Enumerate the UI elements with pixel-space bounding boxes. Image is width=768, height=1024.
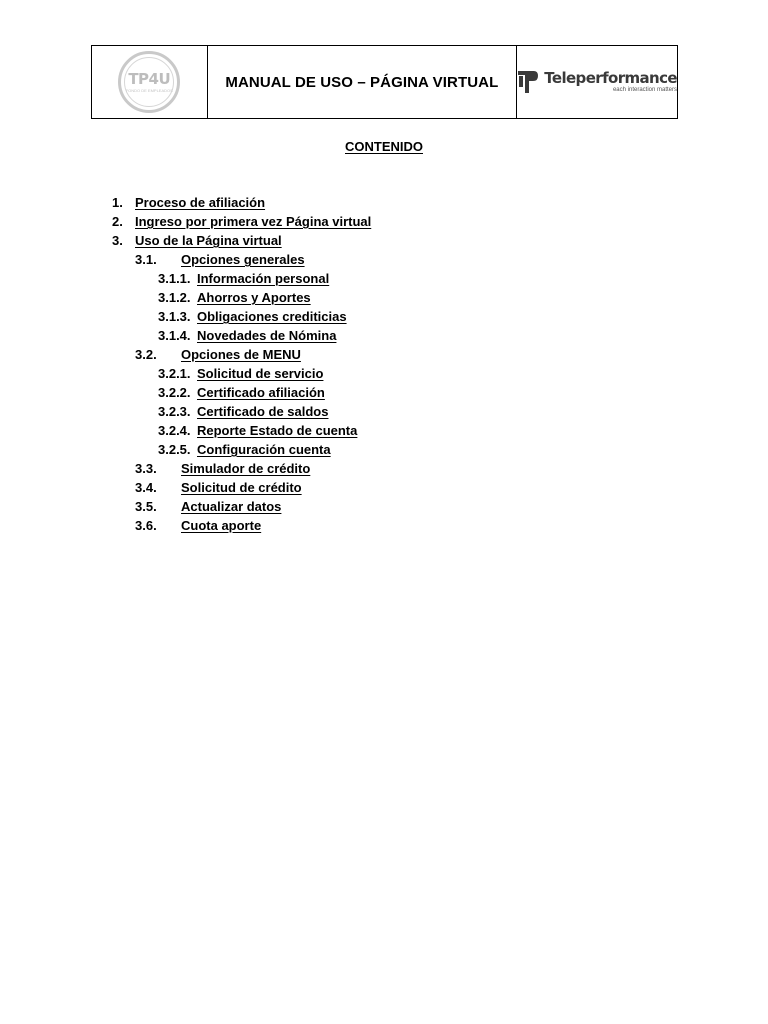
toc-item-link[interactable]: Configuración cuenta xyxy=(197,442,331,457)
toc-item-link[interactable]: Información personal xyxy=(197,271,330,286)
toc-item-number: 3. xyxy=(112,233,123,248)
toc-item-link[interactable]: Obligaciones crediticias xyxy=(197,309,347,324)
tp4u-logo-subtext: FONDO DE EMPLEADOS xyxy=(125,87,173,93)
toc-item-link[interactable]: Simulador de crédito xyxy=(181,461,311,476)
toc-item-number: 3.1.1. xyxy=(158,271,191,286)
toc-item-number: 3.2.2. xyxy=(158,385,191,400)
toc-item-link[interactable]: Novedades de Nómina xyxy=(197,328,337,343)
toc-item-number: 3.5. xyxy=(135,499,157,514)
contents-heading xyxy=(0,139,768,154)
toc-item-number: 3.2.4. xyxy=(158,423,191,438)
document-header xyxy=(91,45,678,119)
toc-item-link[interactable]: Opciones generales xyxy=(181,252,305,267)
toc-item-link[interactable]: Uso de la Página virtual xyxy=(135,233,282,248)
toc-item-number: 3.1. xyxy=(135,252,157,267)
toc-item-number: 3.1.2. xyxy=(158,290,191,305)
toc-item-number: 3.1.3. xyxy=(158,309,191,324)
header-right-logo-cell xyxy=(517,46,677,118)
toc-item-link[interactable]: Reporte Estado de cuenta xyxy=(197,423,358,438)
document-title: MANUAL DE USO – PÁGINA VIRTUAL xyxy=(208,46,518,118)
teleperformance-tagline: each interaction matters xyxy=(612,87,677,93)
contents-heading-text: CONTENIDO xyxy=(345,139,423,154)
toc-item-link[interactable]: Cuota aporte xyxy=(181,518,262,533)
toc-item-number: 3.2.1. xyxy=(158,366,191,381)
toc-item-number: 3.6. xyxy=(135,518,157,533)
toc-item-link[interactable]: Actualizar datos xyxy=(181,499,282,514)
toc-item-link[interactable]: Ingreso por primera vez Página virtual xyxy=(135,214,372,229)
tp4u-logo-text: TP4U xyxy=(128,69,171,88)
toc-item-number: 3.2.3. xyxy=(158,404,191,419)
tp4u-logo xyxy=(118,51,180,113)
toc-item-link[interactable]: Solicitud de servicio xyxy=(197,366,324,381)
toc-item-number: 1. xyxy=(112,195,123,210)
teleperformance-mark-icon xyxy=(517,69,539,95)
toc-item-link[interactable]: Certificado de saldos xyxy=(197,404,329,419)
toc-item-link[interactable]: Proceso de afiliación xyxy=(135,195,266,210)
toc-item-link[interactable]: Opciones de MENU xyxy=(181,347,301,362)
toc-item-link[interactable]: Solicitud de crédito xyxy=(181,480,302,495)
toc-item-link[interactable]: Certificado afiliación xyxy=(197,385,325,400)
toc-item-number: 3.4. xyxy=(135,480,157,495)
toc-item-number: 3.1.4. xyxy=(158,328,191,343)
toc-item-number: 3.2. xyxy=(135,347,157,362)
teleperformance-name: Teleperformance xyxy=(544,69,677,87)
toc-item-number: 3.2.5. xyxy=(158,442,191,457)
toc-item-link[interactable]: Ahorros y Aportes xyxy=(197,290,311,305)
teleperformance-logo xyxy=(517,69,677,95)
header-left-logo-cell xyxy=(92,46,208,118)
toc-item-number: 2. xyxy=(112,214,123,229)
toc-item-number: 3.3. xyxy=(135,461,157,476)
